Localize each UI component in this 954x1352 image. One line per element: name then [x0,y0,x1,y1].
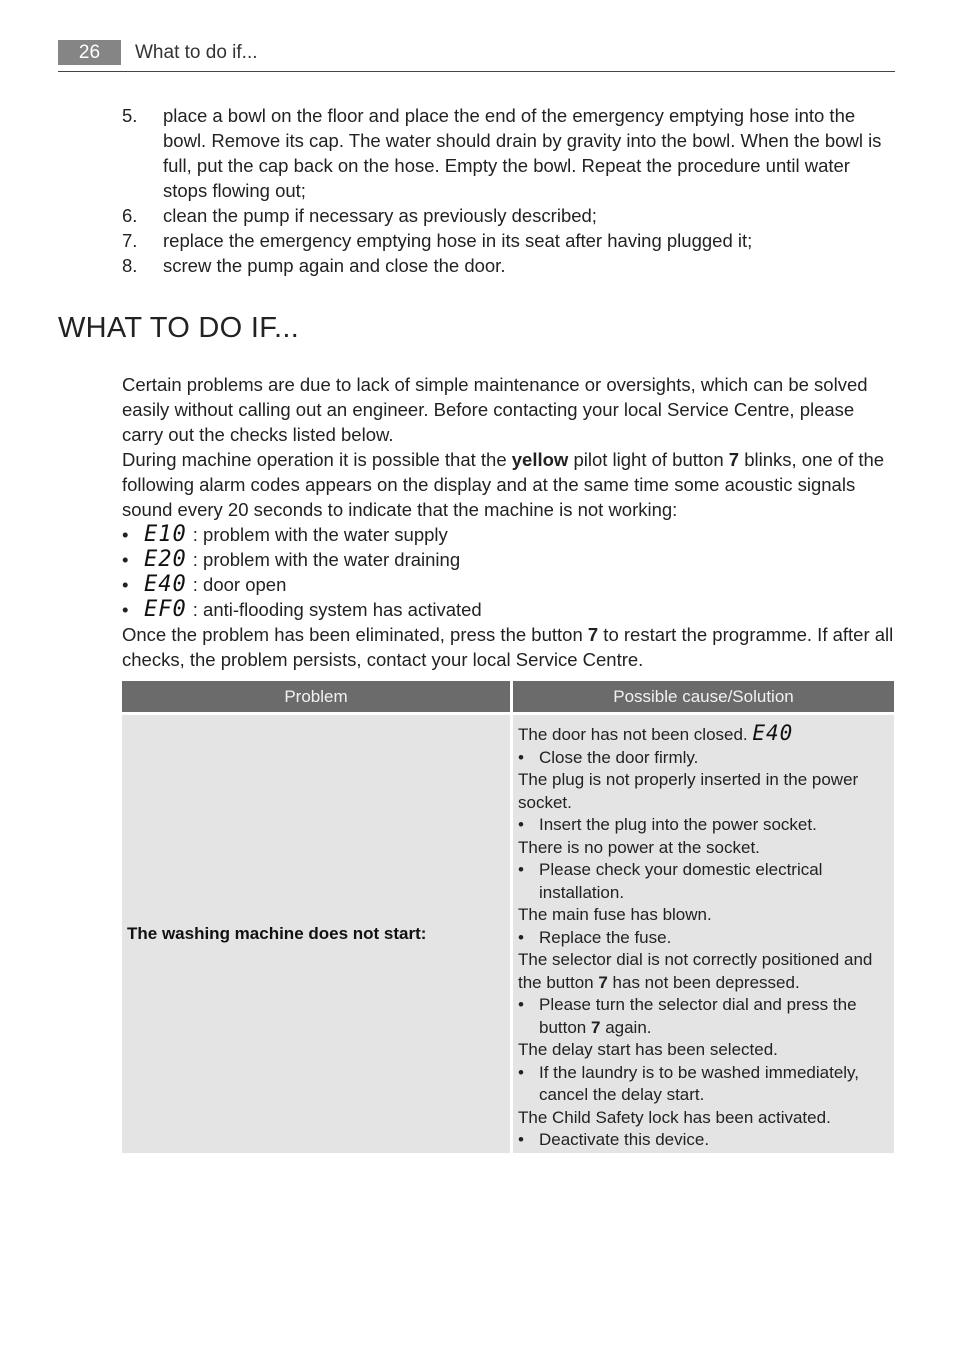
step-list [122,103,894,278]
restart-paragraph [122,622,896,672]
bold-button-number: 7 [587,624,599,645]
alarm-intro-paragraph [122,447,896,522]
text-run: pilot light of button [568,449,729,470]
fix-text [539,994,894,1039]
step-number: 5. [122,105,138,126]
cause-line [518,949,894,994]
bullet-icon: • [518,1062,524,1082]
page-number: 26 [58,40,121,65]
alarm-description: : anti-flooding system has activated [192,599,482,620]
alarm-code-list [122,522,896,622]
alarm-item [122,547,896,572]
cause-line: There is no power at the socket. [518,837,760,857]
bullet-icon: • [518,747,524,767]
section-title: What to do if... [135,42,258,63]
alarm-code: EF0 [144,597,187,622]
text-run: to restart the programme. If after all checks, the problem persists, contact your local Service Centre. [122,624,894,670]
cause-line: The main fuse has blown. [518,905,712,924]
bullet-icon: • [518,1130,524,1149]
text-run: During machine operation it is possible that the [122,449,512,470]
bold-button-number: 7 [598,972,608,992]
intro-paragraph: Certain problems are due to lack of simple maintenance or oversights, which can be solved easily without calling out an engineer. Before contacting your local Service Centre, please carry out the checks listed below. [122,374,868,445]
alarm-description: : problem with the water supply [192,524,448,545]
bullet-icon: • [518,815,524,834]
fix-text: Close the door firmly. [539,747,699,767]
bullet-icon: • [518,927,524,947]
cause-line: The Child Safety lock has been activated. [518,1107,831,1127]
fix-item [518,859,894,904]
bullet-icon: • [122,574,129,595]
step-item [122,203,894,228]
fix-text: Deactivate this device. [539,1130,710,1149]
fix-text: Please check your domestic electrical installation. [539,860,823,902]
fix-item [518,747,894,770]
fix-item [518,927,894,950]
fix-item [518,814,894,837]
problem-cell [122,715,510,1153]
fix-text: If the laundry is to be washed immediately, cancel the delay start. [539,1062,860,1104]
text-run: blinks, one of the following alarm codes appears on the display and at the same time some acoustic signals sound every 20 seconds to indicate that the machine is not working: [122,449,885,520]
alarm-item [122,572,896,597]
alarm-code: E10 [144,522,187,547]
intro-section [122,372,896,672]
step-text: screw the pump again and close the door. [163,255,506,276]
page-heading: WHAT TO DO IF... [58,312,300,344]
cause-text: The selector dial is not correctly positioned and the button [518,950,873,992]
text-run: again. [600,1017,652,1037]
cause-line: The plug is not properly inserted in the power socket. [518,770,859,812]
solution-cell [513,715,894,1153]
alarm-description: : problem with the water draining [192,549,461,570]
bold-yellow: yellow [511,449,569,470]
fix-item [518,1062,894,1107]
step-text: place a bowl on the floor and place the end of the emergency emptying hose into the bowl. Remove its cap. The water should drain by gravity into the bowl. When the bowl is full, put the cap back on the hose. Empty the bowl. Repeat the procedure until water stops flowing out; [163,105,882,201]
bullet-icon: • [122,524,129,545]
bullet-icon: • [122,549,129,570]
cause-text: has not been depressed. [607,972,800,992]
troubleshooting-table [122,681,894,1153]
cause-text: The door has not been closed. [518,725,753,744]
problem-text: The washing machine does not start: [127,923,427,943]
text-run: Please turn the selector dial and press the button [539,995,857,1037]
alarm-item [122,522,896,547]
bullet-icon: • [122,599,129,620]
fix-item [518,994,894,1039]
column-header-problem: Problem [122,681,510,712]
step-number: 7. [122,230,138,251]
alarm-code: E20 [144,547,187,572]
fix-text: Replace the fuse. [539,927,672,947]
fix-item [518,1129,894,1152]
table-row [122,715,894,1153]
text-run: Once the problem has been eliminated, press the button [122,624,588,645]
bold-button-number: 7 [591,1017,601,1037]
cause-line: The delay start has been selected. [518,1040,778,1059]
alarm-description: : door open [192,574,287,595]
page-header [58,40,895,72]
alarm-code: E40 [752,721,794,745]
step-text: clean the pump if necessary as previously described; [163,205,597,226]
step-text: replace the emergency emptying hose in its seat after having plugged it; [163,230,753,251]
table-header [122,681,894,712]
alarm-code: E40 [144,572,187,597]
step-item [122,103,894,203]
cause-line [518,722,894,747]
step-number: 6. [122,205,138,226]
step-number: 8. [122,255,138,276]
bold-button-number: 7 [728,449,740,470]
step-item [122,228,894,253]
column-header-solution: Possible cause/Solution [513,681,894,712]
bullet-icon: • [518,995,524,1014]
bullet-icon: • [518,860,524,879]
step-item [122,253,894,278]
fix-text: Insert the plug into the power socket. [539,815,817,834]
alarm-item [122,597,896,622]
